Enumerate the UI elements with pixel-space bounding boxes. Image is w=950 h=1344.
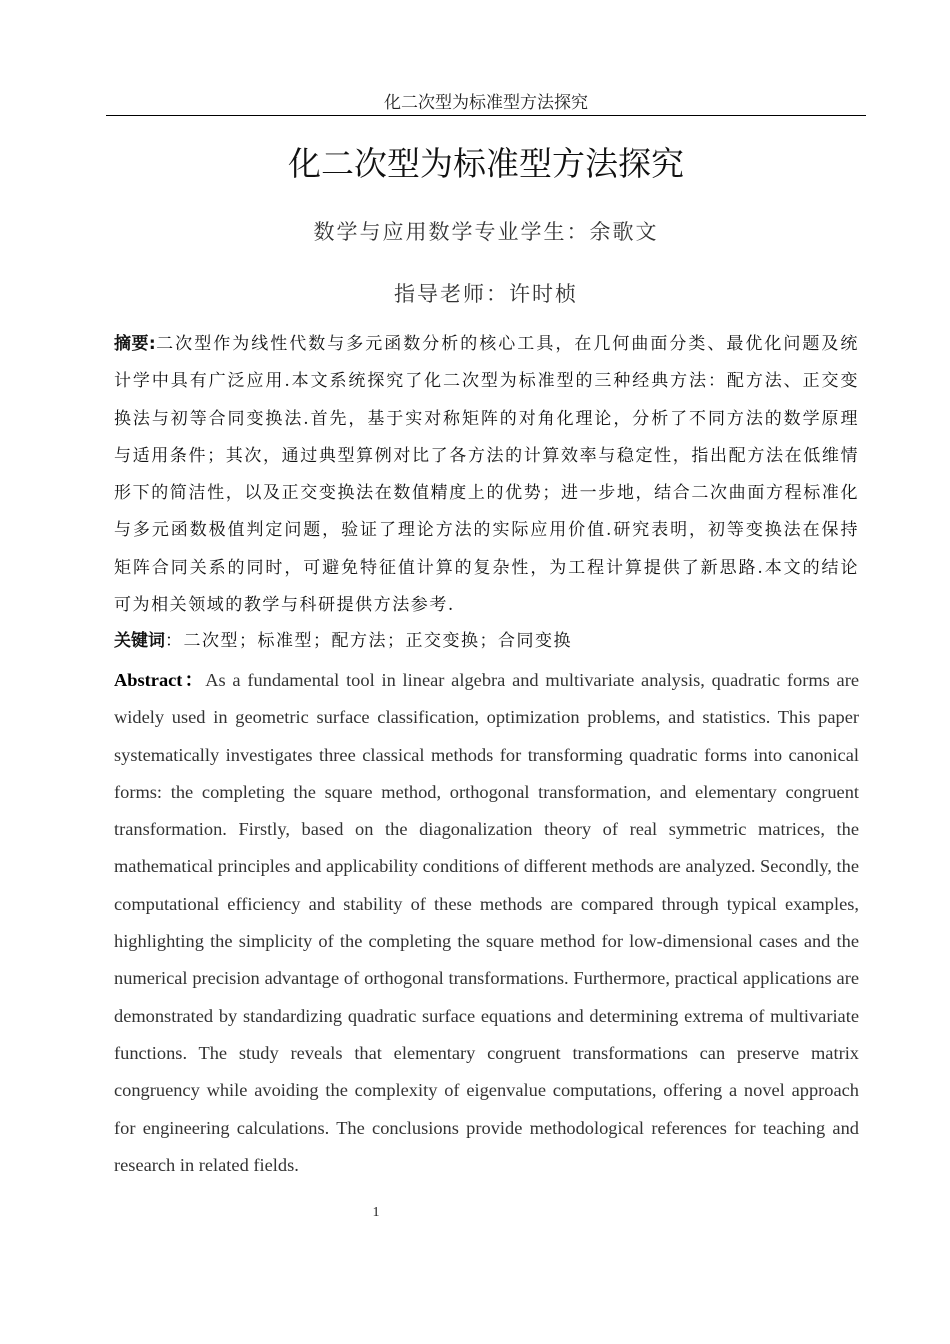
running-header: 化二次型为标准型方法探究 <box>384 93 588 113</box>
advisor-line: 指导老师：许时桢 <box>394 282 578 306</box>
keywords <box>114 626 859 656</box>
page-number: 1 <box>372 1205 380 1220</box>
english-abstract-text: As a fundamental tool in linear algebra and multivariate analysis, quadratic forms are widely used in geometric surface classification, optimization problems, and statistics. This paper systematically investigates three classical methods for transforming quadratic forms into canonical forms: the completing the square method, orthogonal transformation, and elementary congruent transformation. Firstly, based on the diagonalization theory of real symmetric matrices, the mathematical principles and applicability conditions of different methods are analyzed. Secondly, the computational efficiency and stability of these methods are compared through typical examples, highlighting the simplicity of the completing the square method for low-dimensional cases and the numerical precision advantage of orthogonal transformations. Furthermore, practical applications are demonstrated by standardizing quadratic surface equations and determining extrema of multivariate functions. The study reveals that elementary congruent transformations can preserve matrix congruency while avoiding the complexity of eigenvalue computations, offering a novel approach for engineering calculations. The conclusions provide methodological references for teaching and research in related fields. <box>114 670 860 1175</box>
chinese-abstract-text: 二次型作为线性代数与多元函数分析的核心工具，在几何曲面分类、最优化问题及统计学中具有广泛应用.本文系统探究了化二次型为标准型的三种经典方法：配方法、正交变换法与初等合同变换法.首先，基于实对称矩阵的对角化理论，分析了不同方法的数学原理与适用条件；其次，通过典型算例对比了各方法的计算效率与稳定性，指出配方法在低维情形下的简洁性，以及正交变换法在数值精度上的优势；进一步地，结合二次曲面方程标准化与多元函数极值判定问题，验证了理论方法的实际应用价值.研究表明，初等变换法在保持矩阵合同关系的同时，可避免特征值计算的复杂性，为工程计算提供了新思路.本文的结论可为相关领域的教学与科研提供方法参考. <box>114 334 859 616</box>
english-abstract <box>114 662 859 1184</box>
header-rule <box>106 115 866 116</box>
keywords-text: ：二次型；标准型；配方法；正交变换；合同变换 <box>165 631 572 651</box>
english-abstract-label: Abstract： <box>114 670 206 690</box>
document-title: 化二次型为标准型方法探究 <box>288 144 684 183</box>
keywords-label: 关键词 <box>114 631 165 651</box>
author-line: 数学与应用数学专业学生：余歌文 <box>313 220 659 244</box>
chinese-abstract <box>114 326 859 624</box>
chinese-abstract-label: 摘要: <box>114 334 156 354</box>
